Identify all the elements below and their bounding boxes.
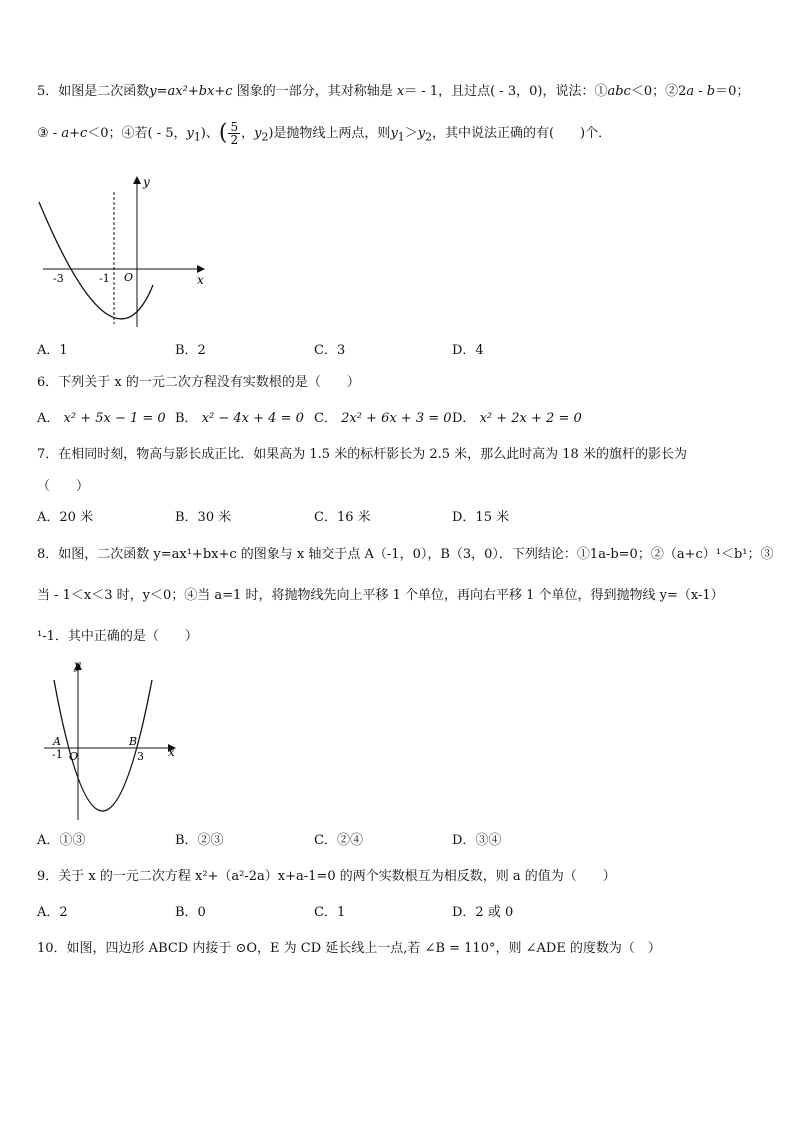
q5-option-a[interactable]: A．1 (37, 343, 68, 358)
q5-ac: a+c (61, 126, 88, 141)
q7-line2: （ ） (37, 479, 90, 494)
q6-option-c-expr: 2x² + 6x + 3 = 0 (341, 411, 452, 426)
q5-gt: ＞ (404, 126, 418, 141)
q5-y-label: y (143, 175, 150, 189)
q6-option-a-expr: x² + 5x − 1 = 0 (63, 411, 166, 426)
q10-text: 10．如图，四边形 ABCD 内接于 ⊙O，E 为 CD 延长线上一点,若 ∠B = 110°，则 ∠ADE 的度数为（ ） (37, 941, 661, 956)
q6-option-b-expr: x² − 4x + 4 = 0 (201, 411, 304, 426)
q8-line2: 当 - 1＜x＜3 时，y＜0；④当 a=1 时，将抛物线先向上平移 1 个单位，再向右平移 1 个单位，得到抛物线 y=（x-1） (37, 588, 724, 603)
q7-option-a[interactable]: A．20 米 (37, 510, 94, 525)
q5-fraction (228, 121, 240, 146)
q8-origin-label: O (69, 750, 79, 763)
q8-option-b[interactable]: B．②③ (175, 833, 224, 848)
q5-y1: y (186, 126, 194, 141)
q7-option-b[interactable]: B．30 米 (175, 510, 232, 525)
q5-y-arrow (133, 176, 141, 184)
q5-line1 (37, 83, 749, 101)
q5-y2: y (254, 126, 262, 141)
q6-option-c[interactable] (314, 410, 452, 428)
q8-option-d[interactable]: D．③④ (452, 833, 502, 848)
q6-option-b[interactable] (175, 410, 304, 428)
q5-text: 如图是二次函数 (58, 84, 150, 99)
q9-option-b[interactable]: B．0 (175, 905, 206, 920)
q5-option-d[interactable]: D．4 (452, 343, 484, 358)
q7-line1: 7．在相同时刻，物高与影长成正比．如果高为 1.5 米的标杆影长为 2.5 米，那么此时高为 18 米的旗杆的影长为 (37, 447, 687, 462)
q8-graph (40, 652, 190, 824)
q5-sub1b: 1 (397, 130, 405, 144)
q5-label-minus1: -1 (99, 272, 110, 285)
q5-text-e: )是抛物线上两点，则 (268, 126, 391, 141)
q6-option-b-letter: B． (175, 411, 198, 426)
q5-axis-var: x (396, 84, 405, 99)
q9-option-d[interactable]: D．2 或 0 (452, 905, 514, 920)
q5-text-b: 图象的一部分，其对称轴是 (232, 84, 397, 99)
q5-line2 (37, 121, 611, 147)
q7-option-c[interactable]: C．16 米 (314, 510, 371, 525)
q5-sub2: 2 (261, 130, 269, 144)
q5-x-arrow (197, 265, 205, 273)
q5-option-b[interactable]: B．2 (175, 343, 206, 358)
q5-y1b: y (390, 126, 398, 141)
q5-frac-den: 2 (230, 133, 239, 147)
q5-frac-num: 5 (230, 120, 239, 134)
q5-abc: abc (607, 84, 631, 99)
q8-label-3: 3 (137, 750, 144, 763)
q5-label-minus3: -3 (53, 272, 64, 285)
q5-b: b (706, 84, 716, 99)
q8-point-b-label: B (129, 735, 138, 748)
q9-text: 9．关于 x 的一元二次方程 x²+（a²-2a）x+a-1=0 的两个实数根互为相反数，则 a 的值为（ ） (37, 869, 616, 884)
q5-text-d: ＜0；②2 (630, 84, 687, 99)
q8-y-label: y (74, 658, 81, 672)
q5-origin-label: O (124, 271, 134, 284)
q5-item3: ③ - (37, 126, 62, 141)
q5-formula-y: y (149, 84, 157, 99)
q8-label-minus1: -1 (52, 748, 63, 761)
q5-sub2b: 2 (425, 130, 432, 144)
q8-line1: 8．如图，二次函数 y=ax¹+bx+c 的图象与 x 轴交于点 A（-1，0），B（3，0）．下列结论：①1a-b=0；②（a+c）¹＜b¹；③ (37, 547, 774, 562)
q5-number: 5． (37, 84, 59, 99)
q5-text-g: ，其中说法正确的有( )个． (431, 126, 612, 141)
q5-a: a (686, 84, 695, 99)
q5-comma: ， (241, 126, 255, 141)
q5-graph (35, 172, 215, 332)
q6-option-c-letter: C． (314, 411, 337, 426)
q6-option-d[interactable] (452, 410, 582, 428)
q8-parabola (54, 680, 152, 811)
q9-option-a[interactable]: A．2 (37, 905, 68, 920)
q5-parabola (39, 202, 153, 319)
q8-point-a-label: A (53, 735, 61, 748)
q5-option-c[interactable]: C．3 (314, 343, 346, 358)
q6-option-d-letter: D． (452, 411, 476, 426)
q8-line3: ¹-1．其中正确的是（ ） (37, 629, 198, 644)
q8-x-label: x (168, 745, 175, 759)
q5-minus: - (694, 84, 707, 99)
q6-option-d-expr: x² + 2x + 2 = 0 (479, 411, 582, 426)
q6-option-a-letter: A． (37, 411, 60, 426)
q8-option-a[interactable]: A．①③ (37, 833, 86, 848)
q5-x-label: x (197, 273, 204, 287)
q6-text: 6．下列关于 x 的一元二次方程没有实数根的是（ ） (37, 375, 360, 390)
q5-text-f: ＝0； (715, 84, 750, 99)
q5-sub1: 1 (193, 130, 201, 144)
q5-paren-open: ( (218, 120, 228, 146)
q8-option-c[interactable]: C．②④ (314, 833, 363, 848)
q5-text-c: ＝ - 1，且过点( - 3，0)，说法：① (404, 84, 608, 99)
q9-option-c[interactable]: C．1 (314, 905, 346, 920)
q7-option-d[interactable]: D．15 米 (452, 510, 510, 525)
q5-sep: )、 (200, 126, 219, 141)
q5-formula: =ax²+bx+c (156, 84, 233, 99)
q5-item4: ＜0；④若( - 5， (87, 126, 187, 141)
q6-option-a[interactable] (37, 410, 166, 428)
q5-y2b: y (417, 126, 426, 141)
